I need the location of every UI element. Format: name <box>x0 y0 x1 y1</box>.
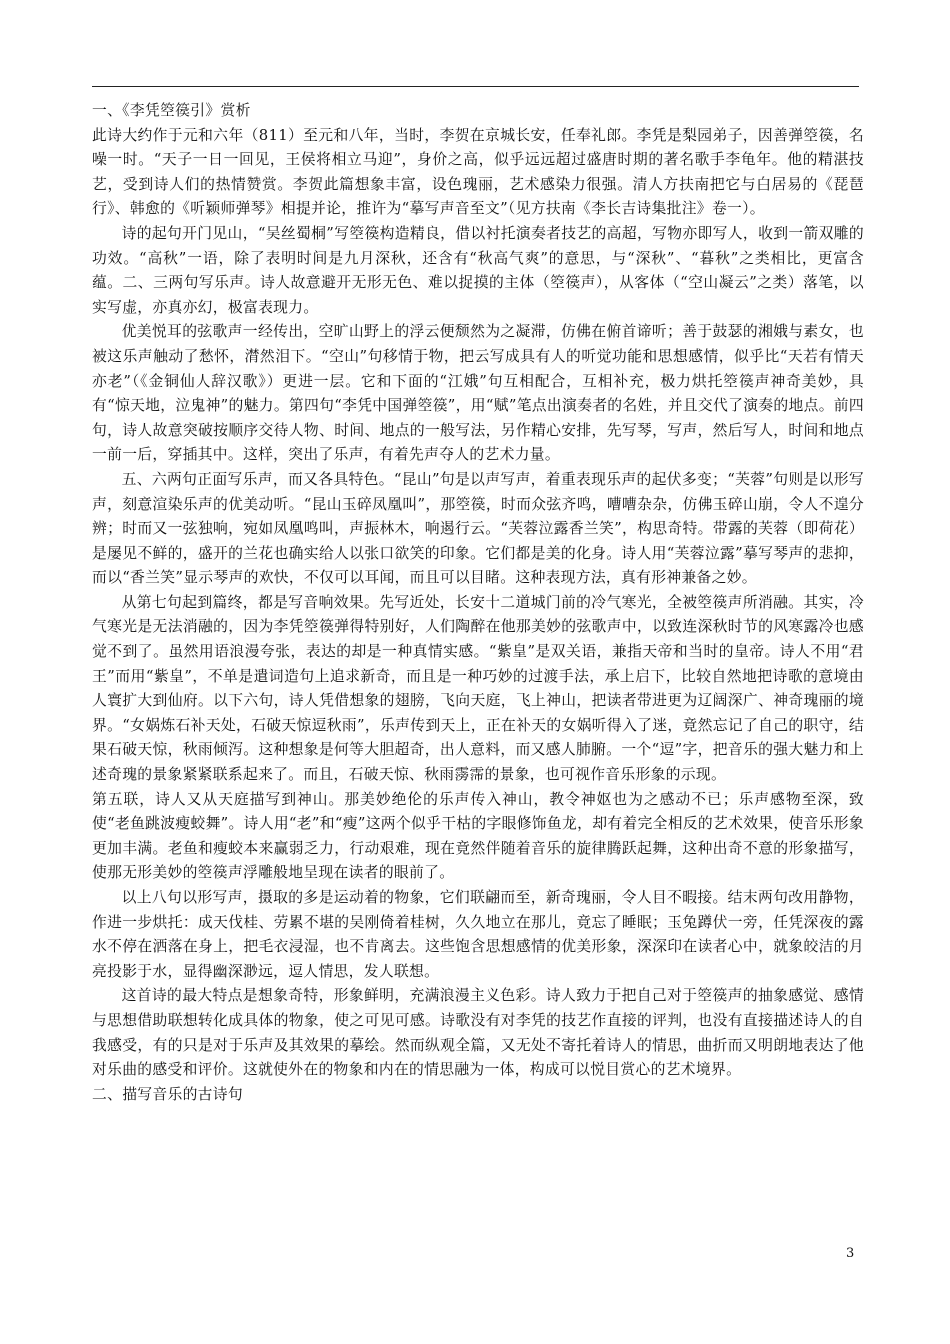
section-heading-1: 一、《李凭箜篌引》赏析 <box>92 102 251 119</box>
paragraph-1: 此诗大约作于元和六年（811）至元和八年，当时，李贺在京城长安，任奉礼郎。李凭是梨园弟子，因善弹箜篌，名噪一时。“天子一日一回见，王侯将相立马迎”，身价之高，似乎远远超过盛唐时期的著名歌手李龟年。他的精湛技艺，受到诗人们的热情赞赏。李贺此篇想象丰富，设色瑰丽，艺术感染力很强。清人方扶南把它与白居易的《琵琶行》、韩愈的《听颖师弹琴》相提并论，推许为“摹写声音至文”（见方扶南《李长吉诗集批注》卷一）。 <box>92 126 864 218</box>
header-rule <box>92 86 859 87</box>
paragraph-4: 五、六两句正面写乐声，而又各具特色。“昆山”句是以声写声，着重表现乐声的起伏多变；“芙蓉”句则是以形写声，刻意渲染乐声的优美动听。“昆山玉碎凤凰叫”，那箜篌，时而众弦齐鸣，嘈嘈杂杂，仿佛玉碎山崩，令人不遑分辨；时而又一弦独响，宛如凤凰鸣叫，声振林木，响遏行云。“芙蓉泣露香兰笑”，构思奇特。带露的芙蓉（即荷花）是屡见不鲜的，盛开的兰花也确实给人以张口欲笑的印象。它们都是美的化身。诗人用“芙蓉泣露”摹写琴声的悲抑，而以“香兰笑”显示琴声的欢快，不仅可以耳闻，而且可以目睹。这种表现方法，真有形神兼备之妙。 <box>92 470 864 587</box>
paragraph-7: 以上八句以形写声，摄取的多是运动着的物象，它们联翩而至，新奇瑰丽，令人目不暇接。结末两句改用静物，作进一步烘托：成天伐桂、劳累不堪的吴刚倚着桂树，久久地立在那儿，竟忘了睡眠；玉兔蹲伏一旁，任凭深夜的露水不停在洒落在身上，把毛衣浸湿，也不肯离去。这些饱含思想感情的优美形象，深深印在读者心中，就象皎洁的月亮投影于水，显得幽深渺远，逗人情思，发人联想。 <box>92 889 864 980</box>
paragraph-8: 这首诗的最大特点是想象奇特，形象鲜明，充满浪漫主义色彩。诗人致力于把自己对于箜篌声的抽象感觉、感情与思想借助联想转化成具体的物象，使之可见可感。诗歌没有对李凭的技艺作直接的评判，也没有直接描述诗人的自我感受，有的只是对于乐声及其效果的摹绘。然而纵观全篇，又无处不寄托着诗人的情思，曲折而又明朗地表达了他对乐曲的感受和评价。这就使外在的物象和内在的情思融为一体，构成可以悦目赏心的艺术境界。 <box>92 987 864 1079</box>
paragraph-3: 优美悦耳的弦歌声一经传出，空旷山野上的浮云便颓然为之凝滞，仿佛在俯首谛听；善于鼓瑟的湘娥与素女，也被这乐声触动了愁怀，潸然泪下。“空山”句移情于物，把云写成具有人的听觉功能和思想感情，似乎比“天若有情天亦老”（《金铜仙人辞汉歌》）更进一层。它和下面的“江娥”句互相配合，互相补充，极力烘托箜篌声神奇美妙，具有“惊天地，泣鬼神”的魅力。第四句“李凭中国弹箜篌”，用“赋”笔点出演奏者的名姓，并且交代了演奏的地点。前四句，诗人故意突破按顺序交待人物、时间、地点的一般写法，另作精心安排，先写琴，写声，然后写人，时间和地点一前一后，穿插其中。这样，突出了乐声，有着先声夺人的艺术力量。 <box>92 323 864 464</box>
page-number: 3 <box>846 1246 855 1261</box>
paragraph-6: 第五联，诗人又从天庭描写到神山。那美妙绝伦的乐声传入神山，教令神妪也为之感动不已；乐声感物至深，致使“老鱼跳波瘦蛟舞”。诗人用“老”和“瘦”这两个似乎干枯的字眼修饰鱼龙，却有着完全相反的艺术效果，使音乐形象更加丰满。老鱼和瘦蛟本来赢弱乏力，行动艰难，现在竟然伴随着音乐的旋律腾跃起舞，这种出奇不意的形象描写，使那无形美妙的箜篌声浮雕般地呈现在读者的眼前了。 <box>92 790 864 882</box>
section-heading-2: 二、描写音乐的古诗句 <box>92 1085 243 1103</box>
document-body <box>92 99 864 1107</box>
paragraph-5: 从第七句起到篇终，都是写音响效果。先写近处，长安十二道城门前的冷气寒光，全被箜篌声所消融。其实，冷气寒光是无法消融的，因为李凭箜篌弹得特别好，人们陶醉在他那美妙的弦歌声中，以致连深秋时节的风寒露冷也感觉不到了。虽然用语浪漫夸张，表达的却是一种真情实感。“紫皇”是双关语，兼指天帝和当时的皇帝。诗人不用“君王”而用“紫皇”，不单是遣词造句上追求新奇，而且是一种巧妙的过渡手法，承上启下，比较自然地把诗歌的意境由人寰扩大到仙府。以下六句，诗人凭借想象的翅膀，飞向天庭，飞上神山，把读者带进更为辽阔深广、神奇瑰丽的境界。“女娲炼石补天处，石破天惊逗秋雨”，乐声传到天上，正在补天的女娲听得入了迷，竟然忘记了自己的职守，结果石破天惊，秋雨倾泻。这种想象是何等大胆超奇，出人意料，而又感人肺腑。一个“逗”字，把音乐的强大魅力和上述奇瑰的景象紧紧联系起来了。而且，石破天惊、秋雨霶霈的景象，也可视作音乐形象的示现。 <box>92 593 864 784</box>
paragraph-2: 诗的起句开门见山，“吴丝蜀桐”写箜篌构造精良，借以衬托演奏者技艺的高超，写物亦即写人，收到一箭双雕的功效。“高秋”一语，除了表明时间是九月深秋，还含有“秋高气爽”的意思，与“深秋”、“暮秋”之类相比，更富含蕴。二、三两句写乐声。诗人故意避开无形无色、难以捉摸的主体（箜篌声），从客体（“空山凝云”之类）落笔，以实写虚，亦真亦幻，极富表现力。 <box>92 224 864 316</box>
